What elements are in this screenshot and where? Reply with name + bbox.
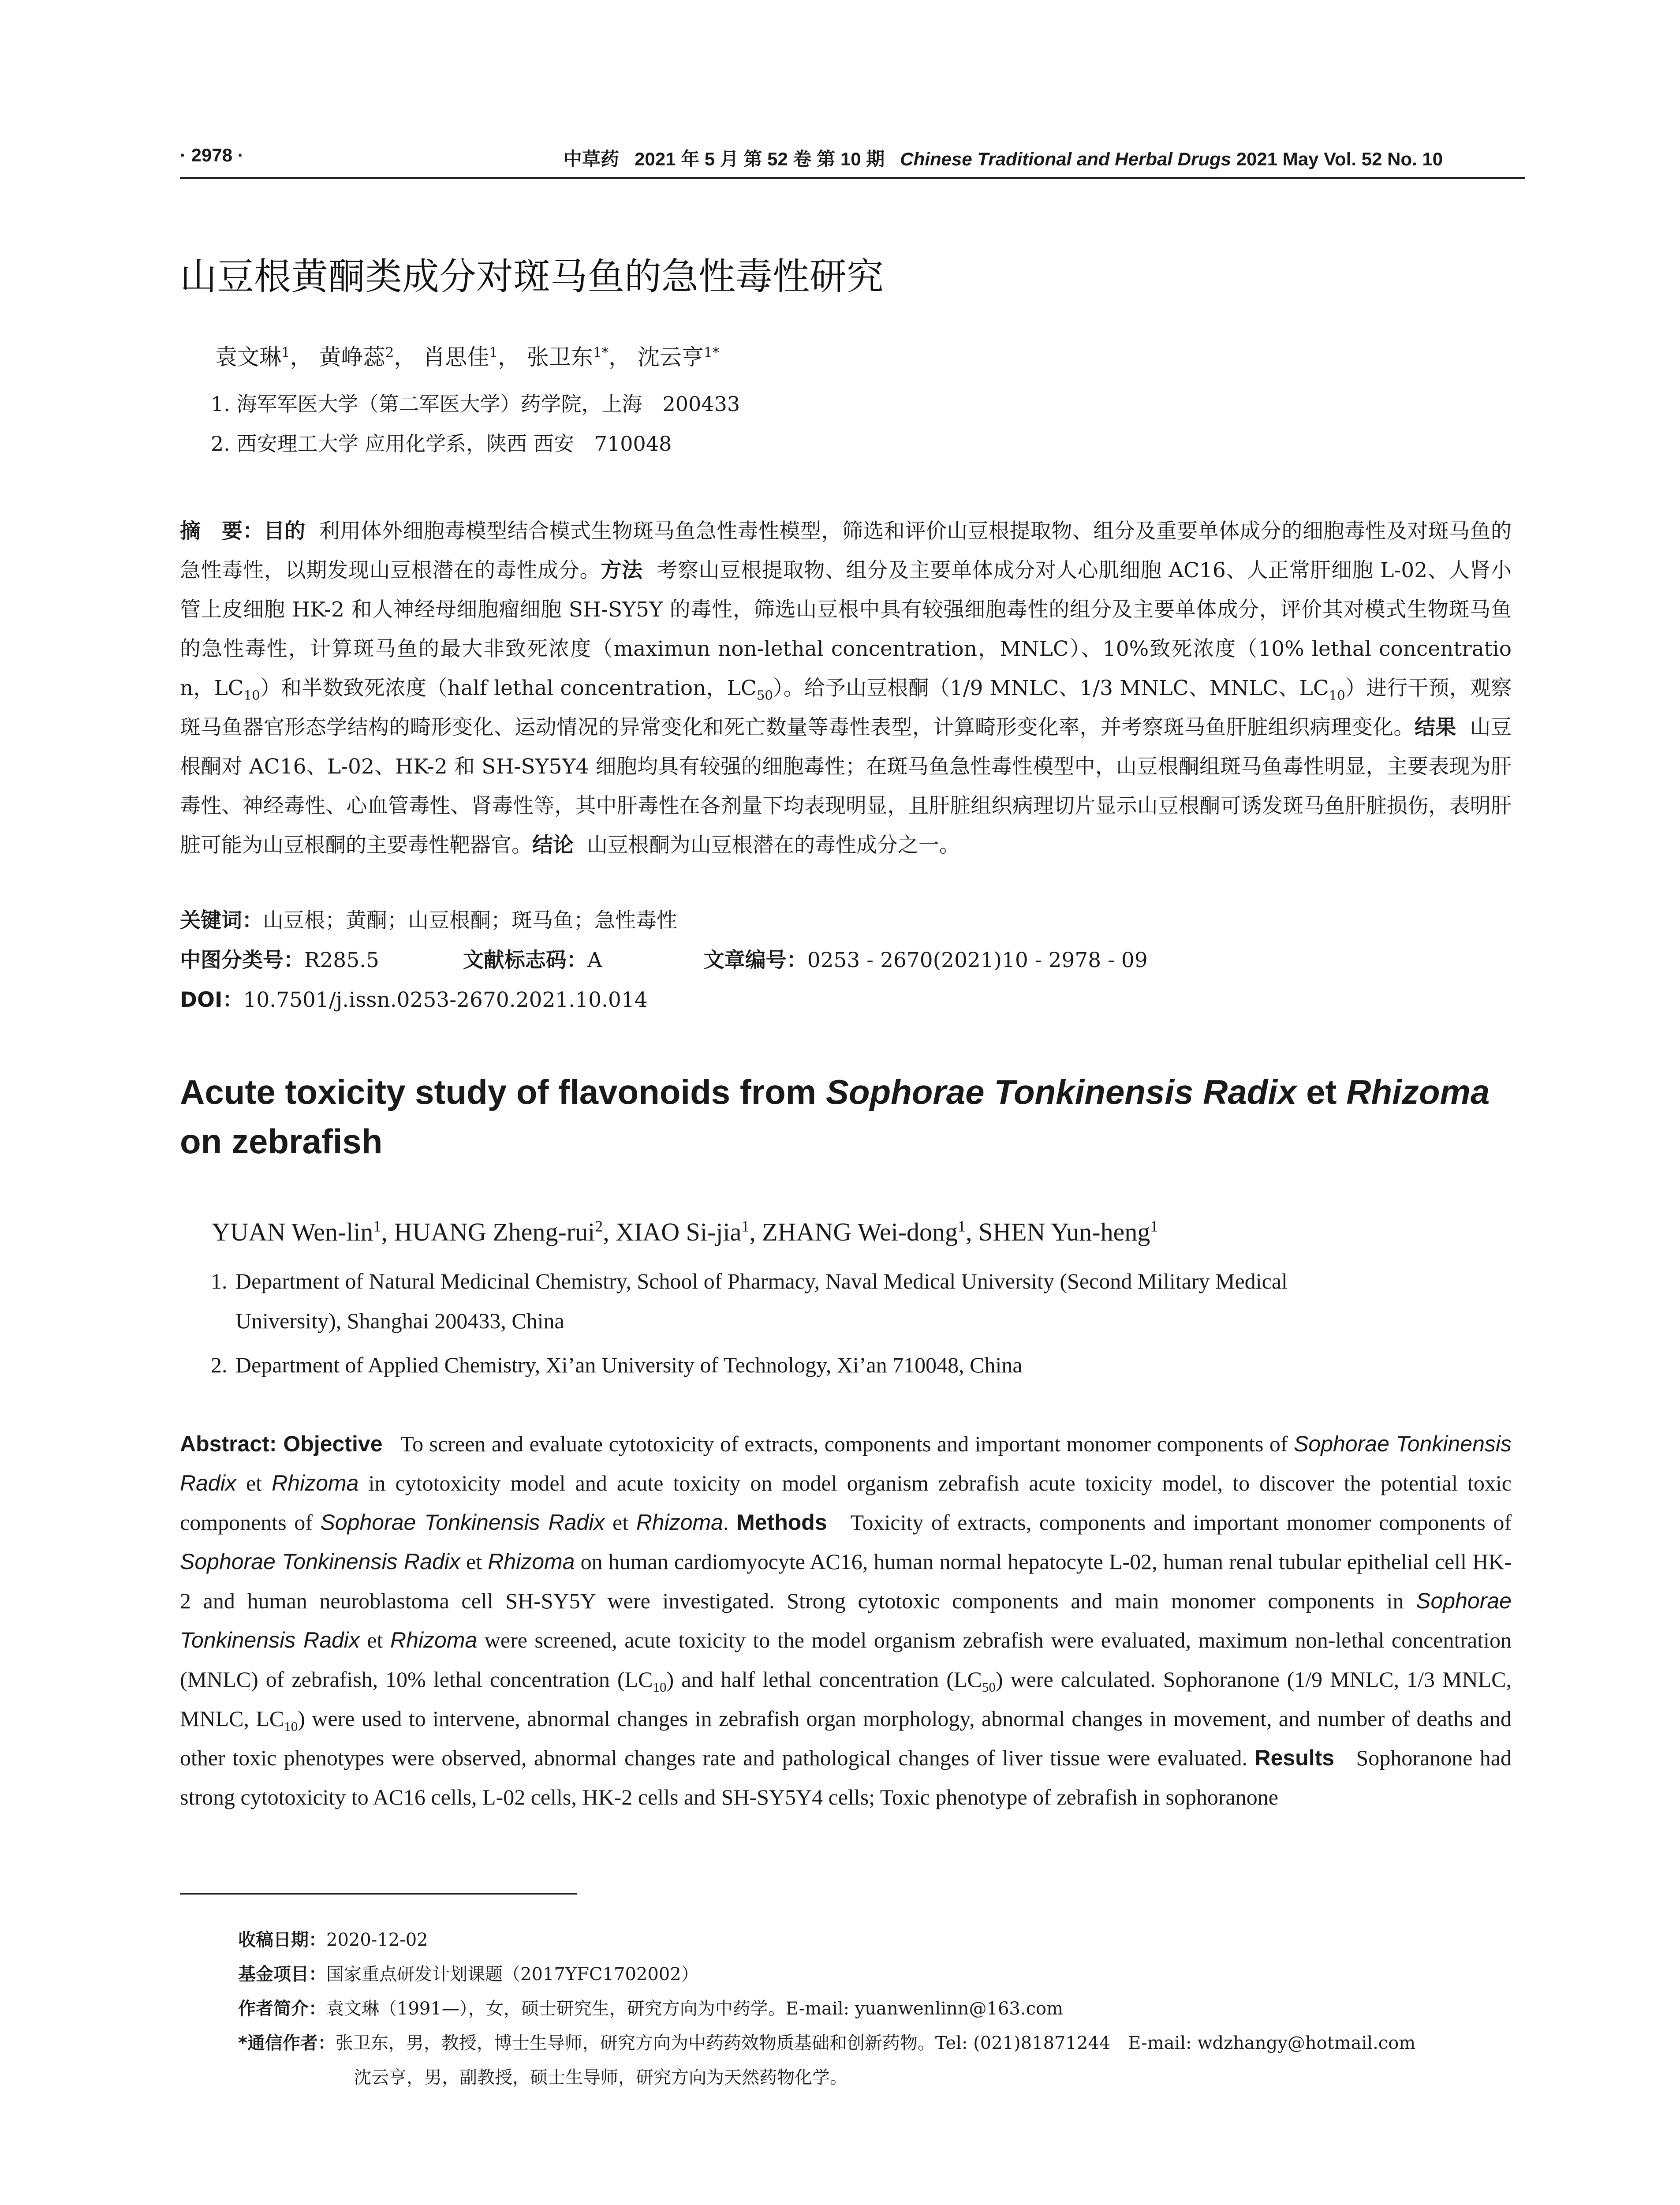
- keywords: 关键词：山豆根；黄酮；山豆根酮；斑马鱼；急性毒性: [180, 908, 677, 933]
- abstract-label: 摘 要：: [180, 519, 264, 543]
- affiliation-en-1: 1. Department of Natural Medicinal Chemistry, School of Pharmacy, Naval Medical University (Second Military Medical University), Shanghai 200433, China: [211, 1269, 1288, 1333]
- received-date: 收稿日期：2020-12-02: [238, 1930, 428, 1950]
- author-list-cn: 袁文琳$^1$， 黄峥蕊$^2$， 肖思佳$^1$， 张卫东$^{1*}$， 沈云亨$^{1*}$: [215, 344, 720, 370]
- affiliation-en-2: 2. Department of Applied Chemistry, Xi’an University of Technology, Xi’an 710048, China: [211, 1353, 1023, 1377]
- doi-line: DOI：10.7501/j.issn.0253-2670.2021.10.014: [180, 988, 648, 1012]
- issue-cn: 2021 年 5 月 第 52 卷 第 10 期: [635, 149, 885, 169]
- issue-en: 2021 May Vol. 52 No. 10: [1236, 149, 1443, 169]
- page-number: · 2978 ·: [180, 145, 244, 165]
- doi-link[interactable]: 10.7501/j.issn.0253-2670.2021.10.014: [243, 988, 648, 1012]
- affiliation-cn-1: 1. 海军军医大学（第二军医大学）药学院，上海 200433: [211, 392, 740, 416]
- classification-line: 中图分类号：R285.5 文献标志码：A 文章编号：0253 - 2670(2021)10 - 2978 - 09: [180, 948, 1148, 972]
- affiliation-cn-2: 2. 西安理工大学 应用化学系，陕西 西安 710048: [211, 432, 672, 456]
- funding: 基金项目：国家重点研发计划课题（2017YFC1702002）: [238, 1964, 699, 1984]
- corresponding-author-2: 沈云亨，男，副教授，硕士生导师，研究方向为天然药物化学。: [354, 2067, 847, 2088]
- corresponding-author: *通信作者：张卫东，男，教授，博士生导师，研究方向为中药药效物质基础和创新药物。Tel: (021)81871244 E-mail: wdzhangy@hotmail.com: [238, 2033, 1416, 2053]
- journal-name-cn: 中草药: [564, 148, 620, 170]
- running-header: [180, 141, 1525, 179]
- author-bio: 作者简介：袁文琳（1991—），女，硕士研究生，研究方向为中药学。E-mail: yuanwenlinn@163.com: [238, 1999, 1064, 2019]
- journal-info: [564, 145, 1443, 171]
- footnotes: [238, 1923, 1512, 2095]
- abstract-cn: 摘 要：目的 利用体外细胞毒模型结合模式生物斑马鱼急性毒性模型，筛选和评价山豆根提取物、组分及重要单体成分的细胞毒性及对斑马鱼的急性毒性，以期发现山豆根潜在的毒性成分。方法 考察山豆根提取物、组分及主要单体成分对人心肌细胞 AC16、人正常肝细胞 L-02、人肾小管上皮细胞 HK-2 和人神经母细胞瘤细胞 SH-SY5Y 的毒性，筛选山豆根中具有较强细胞毒性的组分及主要单体成分，评价其对模式生物斑马鱼的急性毒性，计算斑马鱼的最大非致死浓度（maximun non-lethal concentration，MNLC）、10%致死浓度（10% lethal concentration，$LC_{10}$）和半数致死浓度（half lethal concentration，$LC_{50}$）。给予山豆根酮（1/9 MNLC、1/3 MNLC、MNLC、$LC_{10}$）进行干预，观察斑马鱼器官形态学结构的畸形变化、运动情况的异常变化和死亡数量等毒性表型，计算畸形变化率，并考察斑马鱼肝脏组织病理变化。结果 山豆根酮对 AC16、L-02、HK-2 和 SH-SY5Y4 细胞均具有较强的细胞毒性；在斑马鱼急性毒性模型中，山豆根酮组斑马鱼毒性明显，主要表现为肝毒性、神经毒性、心血管毒性、肾毒性等，其中肝毒性在各剂量下均表现明显，且肝脏组织病理切片显示山豆根酮可诱发斑马鱼肝脏损伤，表明肝脏可能为山豆根酮的主要毒性靶器官。结论 山豆根酮为山豆根潜在的毒性成分之一。: [180, 519, 1512, 857]
- author-list-en: YUAN Wen-lin$^1$, HUANG Zheng-rui$^2$, XIAO Si-jia$^1$, ZHANG Wei-dong$^1$, SHEN Yun-heng$^1$: [212, 1217, 1158, 1246]
- abstract-en: Abstract: Objective To screen and evaluate cytotoxicity of extracts, components and important monomer components of Sophorae Tonkinensis Radix et Rhizoma in cytotoxicity model and acute toxicity on model organism zebrafish acute toxicity model, to discover the potential toxic components of Sophorae Tonkinensis Radix et Rhizoma. Methods Toxicity of extracts, components and important monomer components of Sophorae Tonkinensis Radix et Rhizoma on human cardiomyocyte AC16, human normal hepatocyte L-02, human renal tubular epithelial cell HK-2 and human neuroblastoma cell SH-SY5Y were investigated. Strong cytotoxic components and main monomer components in Sophorae Tonkinensis Radix et Rhizoma were screened, acute toxicity to the model organism zebrafish were evaluated, maximum non-lethal concentration (MNLC) of zebrafish, 10% lethal concentration $(LC_{10})$ and half lethal concentration $(LC_{50})$ were calculated. Sophoranone (1/9 MNLC, 1/3 MNLC, MNLC, $LC_{10}$) were used to intervene, abnormal changes in zebrafish organ morphology, abnormal changes in movement, and number of deaths and other toxic phenotypes were observed, abnormal changes rate and pathological changes of liver tissue were evaluated. Results Sophoranone had strong cytotoxicity to AC16 cells, L-02 cells, HK-2 cells and SH-SY5Y4 cells; Toxic phenotype of zebrafish in sophoranone: [180, 1431, 1512, 1809]
- footnote-divider: [180, 1893, 577, 1895]
- journal-name-en: Chinese Traditional and Herbal Drugs: [900, 149, 1232, 169]
- article-title-en: Acute toxicity study of flavonoids from Sophorae Tonkinensis Radix et Rhizoma on zebrafish: [180, 1073, 1490, 1161]
- article-title-cn: 山豆根黄酮类成分对斑马鱼的急性毒性研究: [180, 255, 884, 298]
